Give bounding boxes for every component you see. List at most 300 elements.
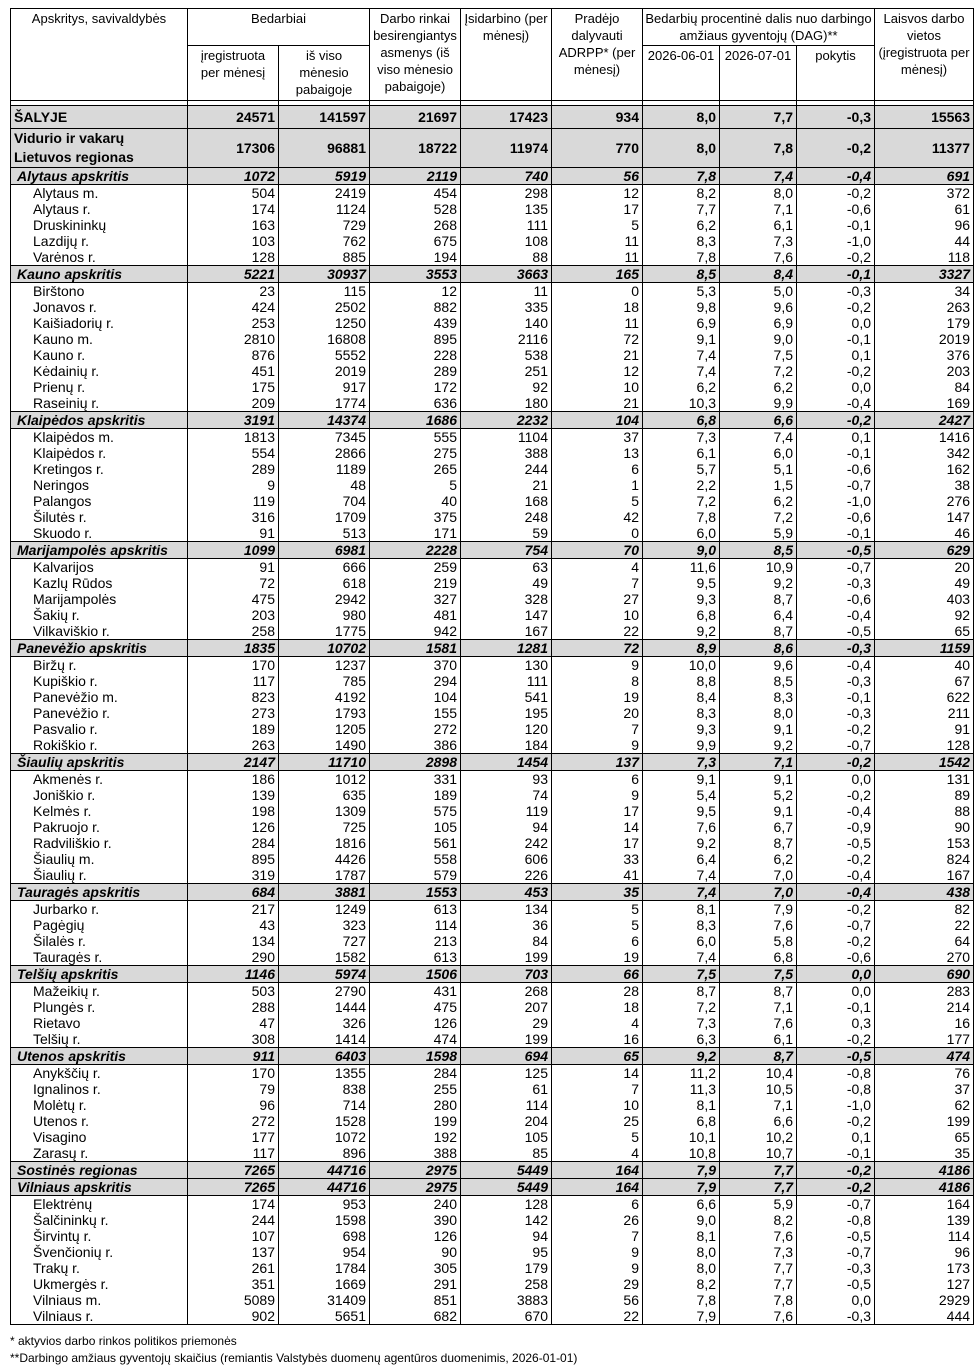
cell-vacancies: 376 <box>875 347 974 363</box>
cell-change: -1,0 <box>797 1097 875 1113</box>
muni-row <box>11 851 974 867</box>
cell-preparing: 2975 <box>370 1162 461 1179</box>
cell-vacancies: 38 <box>875 477 974 493</box>
cell-employed: 541 <box>461 689 552 705</box>
cell-dag1: 2,2 <box>643 477 720 493</box>
cell-adrpp: 35 <box>552 884 643 901</box>
cell-total: 785 <box>279 673 370 689</box>
cell-employed: 268 <box>461 983 552 1000</box>
header-vacancies: Laisvos darbo vietos (įregistruota per mėnesį) <box>875 9 974 101</box>
cell-adrpp: 165 <box>552 266 643 283</box>
muni-name: Ukmergės r. <box>11 1276 188 1292</box>
county-row <box>11 1048 974 1065</box>
region-row <box>11 129 974 168</box>
cell-employed: 3663 <box>461 266 552 283</box>
cell-dag2: 8,5 <box>720 542 797 559</box>
cell-dag1: 6,6 <box>643 1196 720 1213</box>
cell-total: 2790 <box>279 983 370 1000</box>
cell-dag1: 6,2 <box>643 217 720 233</box>
cell-dag2: 6,9 <box>720 315 797 331</box>
muni-row <box>11 1097 974 1113</box>
cell-employed: 754 <box>461 542 552 559</box>
cell-adrpp: 137 <box>552 754 643 771</box>
muni-name: Alytaus m. <box>11 185 188 202</box>
cell-vacancies: 167 <box>875 867 974 884</box>
muni-row <box>11 395 974 412</box>
county-row <box>11 168 974 185</box>
cell-vacancies: 11377 <box>875 129 974 168</box>
cell-adrpp: 25 <box>552 1113 643 1129</box>
cell-total: 1124 <box>279 201 370 217</box>
cell-total: 326 <box>279 1015 370 1031</box>
muni-row <box>11 867 974 884</box>
cell-total: 14374 <box>279 412 370 429</box>
cell-preparing: 284 <box>370 1065 461 1082</box>
cell-vacancies: 64 <box>875 933 974 949</box>
cell-vacancies: 127 <box>875 1276 974 1292</box>
cell-total: 1309 <box>279 803 370 819</box>
cell-reg: 1146 <box>188 966 279 983</box>
cell-preparing: 882 <box>370 299 461 315</box>
cell-adrpp: 6 <box>552 1196 643 1213</box>
cell-vacancies: 691 <box>875 168 974 185</box>
cell-dag2: 7,3 <box>720 233 797 249</box>
muni-row <box>11 283 974 300</box>
cell-dag2: 8,7 <box>720 1048 797 1065</box>
cell-adrpp: 70 <box>552 542 643 559</box>
cell-adrpp: 10 <box>552 1097 643 1113</box>
muni-name: Neringos <box>11 477 188 493</box>
cell-adrpp: 9 <box>552 1260 643 1276</box>
cell-dag2: 6,4 <box>720 607 797 623</box>
cell-total: 44716 <box>279 1162 370 1179</box>
cell-reg: 96 <box>188 1097 279 1113</box>
cell-vacancies: 342 <box>875 445 974 461</box>
cell-dag2: 9,2 <box>720 737 797 754</box>
cell-dag1: 8,9 <box>643 640 720 657</box>
cell-reg: 17306 <box>188 129 279 168</box>
cell-adrpp: 0 <box>552 283 643 300</box>
cell-employed: 134 <box>461 901 552 918</box>
cell-change: -0,3 <box>797 575 875 591</box>
cell-reg: 289 <box>188 461 279 477</box>
cell-reg: 134 <box>188 933 279 949</box>
cell-vacancies: 37 <box>875 1081 974 1097</box>
muni-row <box>11 379 974 395</box>
cell-vacancies: 96 <box>875 1244 974 1260</box>
cell-dag1: 9,5 <box>643 575 720 591</box>
cell-dag2: 8,6 <box>720 640 797 657</box>
cell-dag1: 5,7 <box>643 461 720 477</box>
cell-reg: 424 <box>188 299 279 315</box>
muni-name: Rietavo <box>11 1015 188 1031</box>
cell-preparing: 942 <box>370 623 461 640</box>
cell-adrpp: 28 <box>552 983 643 1000</box>
cell-preparing: 228 <box>370 347 461 363</box>
muni-name: Druskininkų <box>11 217 188 233</box>
cell-employed: 251 <box>461 363 552 379</box>
cell-adrpp: 9 <box>552 787 643 803</box>
cell-employed: 1104 <box>461 429 552 446</box>
cell-preparing: 272 <box>370 721 461 737</box>
cell-vacancies: 179 <box>875 315 974 331</box>
header-dag-date1: 2026-06-01 <box>643 46 720 101</box>
cell-dag1: 8,0 <box>643 1260 720 1276</box>
cell-employed: 108 <box>461 233 552 249</box>
cell-preparing: 2119 <box>370 168 461 185</box>
cell-employed: 88 <box>461 249 552 266</box>
cell-dag2: 6,6 <box>720 412 797 429</box>
cell-adrpp: 7 <box>552 1081 643 1097</box>
cell-change: -0,3 <box>797 106 875 129</box>
cell-dag1: 8,2 <box>643 1276 720 1292</box>
cell-total: 885 <box>279 249 370 266</box>
cell-preparing: 240 <box>370 1196 461 1213</box>
cell-vacancies: 118 <box>875 249 974 266</box>
muni-row <box>11 1031 974 1048</box>
cell-reg: 2147 <box>188 754 279 771</box>
cell-dag1: 6,3 <box>643 1031 720 1048</box>
cell-change: -0,2 <box>797 851 875 867</box>
cell-change: 0,1 <box>797 429 875 446</box>
cell-change: -0,7 <box>797 1196 875 1213</box>
header-preparing: Darbo rinkai besirengiantys asmenys (iš viso mėnesio pabaigoje) <box>370 9 461 101</box>
cell-reg: 253 <box>188 315 279 331</box>
muni-row <box>11 835 974 851</box>
header-bedarbiai-registered: įregistruota per mėnesį <box>188 46 279 101</box>
muni-name: Kazlų Rūdos <box>11 575 188 591</box>
cell-employed: 388 <box>461 445 552 461</box>
cell-adrpp: 11 <box>552 315 643 331</box>
muni-name: Kauno r. <box>11 347 188 363</box>
cell-dag2: 7,5 <box>720 347 797 363</box>
cell-dag2: 8,4 <box>720 266 797 283</box>
cell-dag2: 7,8 <box>720 1292 797 1308</box>
cell-employed: 2232 <box>461 412 552 429</box>
cell-reg: 316 <box>188 509 279 525</box>
cell-adrpp: 9 <box>552 1244 643 1260</box>
cell-preparing: 294 <box>370 673 461 689</box>
cell-total: 1787 <box>279 867 370 884</box>
cell-employed: 49 <box>461 575 552 591</box>
cell-preparing: 305 <box>370 1260 461 1276</box>
cell-total: 5651 <box>279 1308 370 1325</box>
cell-adrpp: 4 <box>552 1145 643 1162</box>
cell-change: -0,8 <box>797 1065 875 1082</box>
cell-employed: 199 <box>461 1031 552 1048</box>
muni-name: Ignalinos r. <box>11 1081 188 1097</box>
cell-employed: 142 <box>461 1212 552 1228</box>
cell-reg: 170 <box>188 657 279 674</box>
cell-preparing: 155 <box>370 705 461 721</box>
cell-adrpp: 14 <box>552 1065 643 1082</box>
cell-vacancies: 169 <box>875 395 974 412</box>
cell-preparing: 327 <box>370 591 461 607</box>
cell-dag2: 7,7 <box>720 1162 797 1179</box>
cell-vacancies: 177 <box>875 1031 974 1048</box>
table-body <box>11 101 974 1325</box>
cell-preparing: 555 <box>370 429 461 446</box>
cell-vacancies: 211 <box>875 705 974 721</box>
muni-name: Alytaus r. <box>11 201 188 217</box>
cell-total: 1490 <box>279 737 370 754</box>
cell-total: 1709 <box>279 509 370 525</box>
cell-total: 31409 <box>279 1292 370 1308</box>
cell-dag1: 8,3 <box>643 233 720 249</box>
cell-dag2: 7,1 <box>720 201 797 217</box>
cell-vacancies: 283 <box>875 983 974 1000</box>
muni-name: Kelmės r. <box>11 803 188 819</box>
cell-employed: 184 <box>461 737 552 754</box>
cell-change: -0,1 <box>797 1145 875 1162</box>
cell-dag2: 6,8 <box>720 949 797 966</box>
cell-dag2: 5,0 <box>720 283 797 300</box>
cell-dag1: 7,7 <box>643 201 720 217</box>
cell-employed: 140 <box>461 315 552 331</box>
cell-vacancies: 34 <box>875 283 974 300</box>
cell-change: 0,1 <box>797 347 875 363</box>
muni-name: Marijampolės <box>11 591 188 607</box>
cell-change: -0,6 <box>797 591 875 607</box>
cell-preparing: 575 <box>370 803 461 819</box>
cell-change: -0,3 <box>797 705 875 721</box>
cell-change: -0,9 <box>797 819 875 835</box>
cell-dag1: 9,0 <box>643 542 720 559</box>
muni-name: Radviliškio r. <box>11 835 188 851</box>
cell-dag1: 7,4 <box>643 347 720 363</box>
muni-row <box>11 1065 974 1082</box>
cell-change: -0,3 <box>797 1260 875 1276</box>
cell-adrpp: 6 <box>552 933 643 949</box>
cell-total: 1598 <box>279 1212 370 1228</box>
cell-preparing: 390 <box>370 1212 461 1228</box>
cell-reg: 284 <box>188 835 279 851</box>
cell-vacancies: 131 <box>875 771 974 788</box>
muni-row <box>11 803 974 819</box>
cell-vacancies: 2427 <box>875 412 974 429</box>
cell-reg: 503 <box>188 983 279 1000</box>
cell-dag2: 7,2 <box>720 509 797 525</box>
muni-name: Vilkaviškio r. <box>11 623 188 640</box>
muni-row <box>11 591 974 607</box>
cell-vacancies: 1542 <box>875 754 974 771</box>
cell-total: 141597 <box>279 106 370 129</box>
cell-dag2: 7,6 <box>720 249 797 266</box>
cell-change: -0,3 <box>797 283 875 300</box>
region-name: Vidurio ir vakarų Lietuvos regionas <box>11 129 188 168</box>
cell-employed: 111 <box>461 217 552 233</box>
cell-dag1: 8,3 <box>643 917 720 933</box>
cell-dag2: 7,6 <box>720 1015 797 1031</box>
muni-name: Panevėžio r. <box>11 705 188 721</box>
cell-dag2: 10,2 <box>720 1129 797 1145</box>
cell-reg: 288 <box>188 999 279 1015</box>
cell-total: 16808 <box>279 331 370 347</box>
cell-reg: 451 <box>188 363 279 379</box>
cell-employed: 207 <box>461 999 552 1015</box>
cell-total: 729 <box>279 217 370 233</box>
cell-adrpp: 5 <box>552 901 643 918</box>
county-name: Telšių apskritis <box>11 966 188 983</box>
cell-total: 635 <box>279 787 370 803</box>
cell-change: -0,4 <box>797 867 875 884</box>
cell-change: -0,7 <box>797 917 875 933</box>
cell-change: -0,5 <box>797 1048 875 1065</box>
cell-vacancies: 114 <box>875 1228 974 1244</box>
cell-employed: 1281 <box>461 640 552 657</box>
cell-reg: 126 <box>188 819 279 835</box>
cell-preparing: 21697 <box>370 106 461 129</box>
cell-vacancies: 276 <box>875 493 974 509</box>
county-name: Vilniaus apskritis <box>11 1179 188 1196</box>
cell-adrpp: 4 <box>552 559 643 576</box>
muni-row <box>11 607 974 623</box>
cell-employed: 36 <box>461 917 552 933</box>
cell-change: -0,2 <box>797 754 875 771</box>
muni-row <box>11 721 974 737</box>
muni-name: Širvintų r. <box>11 1228 188 1244</box>
cell-adrpp: 7 <box>552 721 643 737</box>
muni-name: Švenčionių r. <box>11 1244 188 1260</box>
header-dag: Bedarbių procentinė dalis nuo darbingo amžiaus gyventojų (DAG)** <box>643 9 875 46</box>
cell-total: 2019 <box>279 363 370 379</box>
county-name: Panevėžio apskritis <box>11 640 188 657</box>
muni-row <box>11 1145 974 1162</box>
cell-change: -0,3 <box>797 1308 875 1325</box>
muni-name: Telšių r. <box>11 1031 188 1048</box>
cell-total: 1582 <box>279 949 370 966</box>
cell-dag2: 10,7 <box>720 1145 797 1162</box>
cell-preparing: 375 <box>370 509 461 525</box>
cell-total: 1816 <box>279 835 370 851</box>
county-name: Kauno apskritis <box>11 266 188 283</box>
cell-reg: 9 <box>188 477 279 493</box>
cell-reg: 198 <box>188 803 279 819</box>
cell-change: -0,4 <box>797 607 875 623</box>
cell-dag2: 7,6 <box>720 1228 797 1244</box>
cell-preparing: 105 <box>370 819 461 835</box>
muni-row <box>11 429 974 446</box>
cell-vacancies: 403 <box>875 591 974 607</box>
cell-dag2: 10,4 <box>720 1065 797 1082</box>
cell-dag2: 7,7 <box>720 106 797 129</box>
cell-employed: 11 <box>461 283 552 300</box>
cell-total: 698 <box>279 1228 370 1244</box>
cell-employed: 29 <box>461 1015 552 1031</box>
muni-name: Kėdainių r. <box>11 363 188 379</box>
cell-adrpp: 56 <box>552 168 643 185</box>
cell-vacancies: 1159 <box>875 640 974 657</box>
muni-name: Biržų r. <box>11 657 188 674</box>
muni-name: Jonavos r. <box>11 299 188 315</box>
cell-total: 1528 <box>279 1113 370 1129</box>
cell-adrpp: 21 <box>552 395 643 412</box>
cell-employed: 199 <box>461 949 552 966</box>
cell-dag1: 6,9 <box>643 315 720 331</box>
cell-employed: 128 <box>461 1196 552 1213</box>
cell-dag1: 7,8 <box>643 168 720 185</box>
cell-dag1: 10,3 <box>643 395 720 412</box>
muni-row <box>11 689 974 705</box>
cell-adrpp: 11 <box>552 249 643 266</box>
cell-adrpp: 65 <box>552 1048 643 1065</box>
cell-change: -0,7 <box>797 559 875 576</box>
cell-preparing: 259 <box>370 559 461 576</box>
cell-vacancies: 44 <box>875 233 974 249</box>
cell-preparing: 675 <box>370 233 461 249</box>
cell-preparing: 90 <box>370 1244 461 1260</box>
cell-preparing: 851 <box>370 1292 461 1308</box>
cell-total: 513 <box>279 525 370 542</box>
header-bedarbiai: Bedarbiai <box>188 9 370 46</box>
cell-vacancies: 438 <box>875 884 974 901</box>
county-row <box>11 640 974 657</box>
cell-reg: 117 <box>188 1145 279 1162</box>
cell-preparing: 172 <box>370 379 461 395</box>
cell-dag1: 10,1 <box>643 1129 720 1145</box>
cell-preparing: 275 <box>370 445 461 461</box>
cell-dag2: 6,1 <box>720 217 797 233</box>
cell-reg: 43 <box>188 917 279 933</box>
cell-vacancies: 2929 <box>875 1292 974 1308</box>
cell-employed: 195 <box>461 705 552 721</box>
cell-preparing: 388 <box>370 1145 461 1162</box>
cell-dag1: 10,8 <box>643 1145 720 1162</box>
muni-row <box>11 509 974 525</box>
muni-name: Šalčininkų r. <box>11 1212 188 1228</box>
cell-dag2: 6,2 <box>720 493 797 509</box>
county-row <box>11 754 974 771</box>
cell-adrpp: 5 <box>552 493 643 509</box>
cell-adrpp: 17 <box>552 803 643 819</box>
cell-preparing: 895 <box>370 331 461 347</box>
cell-vacancies: 96 <box>875 217 974 233</box>
cell-employed: 694 <box>461 1048 552 1065</box>
cell-vacancies: 444 <box>875 1308 974 1325</box>
cell-change: -0,7 <box>797 737 875 754</box>
cell-total: 714 <box>279 1097 370 1113</box>
cell-adrpp: 11 <box>552 233 643 249</box>
cell-adrpp: 9 <box>552 657 643 674</box>
cell-reg: 876 <box>188 347 279 363</box>
cell-dag1: 8,3 <box>643 705 720 721</box>
cell-employed: 298 <box>461 185 552 202</box>
cell-adrpp: 5 <box>552 1129 643 1145</box>
cell-preparing: 682 <box>370 1308 461 1325</box>
cell-preparing: 1581 <box>370 640 461 657</box>
muni-name: Kauno m. <box>11 331 188 347</box>
cell-employed: 119 <box>461 803 552 819</box>
cell-dag1: 7,8 <box>643 1292 720 1308</box>
cell-preparing: 1686 <box>370 412 461 429</box>
cell-dag2: 8,0 <box>720 185 797 202</box>
cell-dag1: 8,0 <box>643 106 720 129</box>
cell-vacancies: 263 <box>875 299 974 315</box>
cell-change: -1,0 <box>797 493 875 509</box>
cell-adrpp: 21 <box>552 347 643 363</box>
cell-adrpp: 18 <box>552 999 643 1015</box>
cell-total: 1444 <box>279 999 370 1015</box>
muni-row <box>11 363 974 379</box>
cell-total: 44716 <box>279 1179 370 1196</box>
muni-row <box>11 445 974 461</box>
cell-dag2: 6,1 <box>720 1031 797 1048</box>
cell-vacancies: 173 <box>875 1260 974 1276</box>
cell-adrpp: 12 <box>552 185 643 202</box>
cell-total: 762 <box>279 233 370 249</box>
cell-employed: 248 <box>461 509 552 525</box>
cell-dag2: 10,9 <box>720 559 797 576</box>
